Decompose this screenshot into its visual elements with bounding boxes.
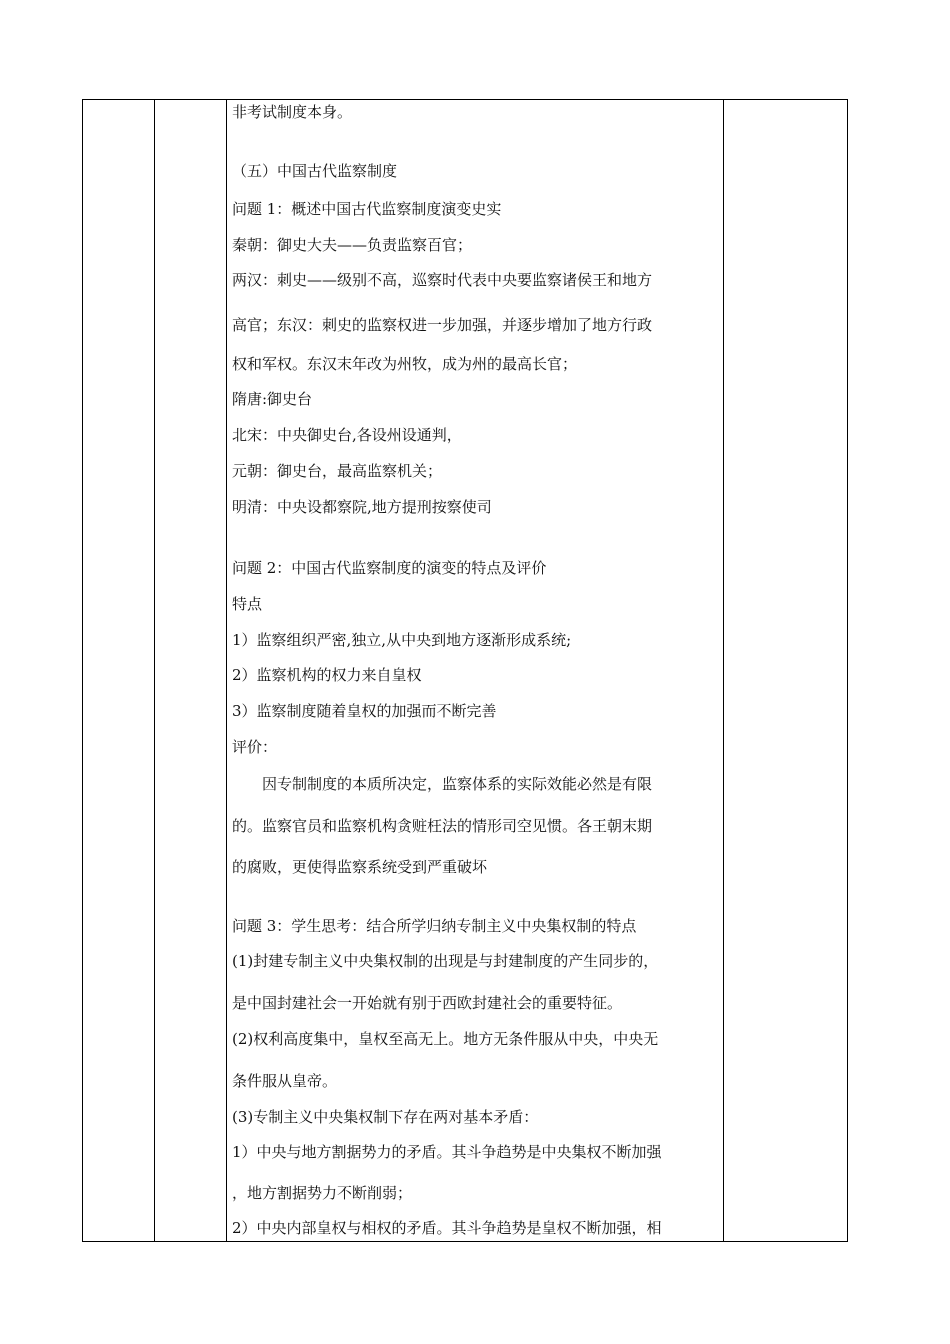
text-line: (2)权利高度集中，皇权至高无上。地方无条件服从中央，中央无 bbox=[232, 1030, 659, 1048]
text-line: 是中国封建社会一开始就有别于西欧封建社会的重要特征。 bbox=[232, 994, 623, 1012]
text-line: 评价： bbox=[232, 738, 278, 756]
text-line: 权和军权。东汉末年改为州牧，成为州的最高长官； bbox=[232, 355, 578, 373]
list-item: 1）中央与地方割据势力的矛盾。其斗争趋势是中央集权不断加强 bbox=[232, 1143, 662, 1161]
text-line: 的。监察官员和监察机构贪赃枉法的情形司空见惯。各王朝末期 bbox=[232, 817, 653, 835]
text-line: 北宋：中央御史台,各设州设通判， bbox=[232, 426, 462, 444]
list-item: 2）中央内部皇权与相权的矛盾。其斗争趋势是皇权不断加强，相 bbox=[232, 1219, 662, 1237]
question-heading: 问题 2：中国古代监察制度的演变的特点及评价 bbox=[232, 559, 547, 577]
text-line: 的腐败，更使得监察系统受到严重破坏 bbox=[232, 858, 488, 876]
text-line: ，地方割据势力不断削弱； bbox=[232, 1184, 413, 1202]
text-line: 条件服从皇帝。 bbox=[232, 1072, 338, 1090]
list-item: 1）监察组织严密,独立,从中央到地方逐渐形成系统; bbox=[232, 631, 572, 649]
text-line: (1)封建专制主义中央集权制的出现是与封建制度的产生同步的， bbox=[232, 952, 659, 970]
text-line: 秦朝：御史大夫——负责监察百官； bbox=[232, 236, 473, 254]
text-line: 隋唐:御史台 bbox=[232, 390, 313, 408]
text-line: 明清：中央设都察院,地方提刑按察使司 bbox=[232, 498, 492, 516]
column-divider bbox=[226, 100, 227, 1241]
text-line: 特点 bbox=[232, 595, 263, 613]
list-item: 3）监察制度随着皇权的加强而不断完善 bbox=[232, 702, 497, 720]
section-heading: （五）中国古代监察制度 bbox=[232, 162, 398, 180]
list-item: 2）监察机构的权力来自皇权 bbox=[232, 666, 422, 684]
text-line: 非考试制度本身。 bbox=[232, 103, 353, 121]
text-line: 两汉：刺史——级别不高，巡察时代表中央要监察诸侯王和地方 bbox=[232, 271, 653, 289]
question-heading: 问题 3：学生思考：结合所学归纳专制主义中央集权制的特点 bbox=[232, 917, 637, 935]
question-heading: 问题 1：概述中国古代监察制度演变史实 bbox=[232, 200, 502, 218]
column-divider bbox=[723, 100, 724, 1241]
text-line: 高官；东汉：刺史的监察权进一步加强，并逐步增加了地方行政 bbox=[232, 316, 653, 334]
text-line: 元朝：御史台，最高监察机关； bbox=[232, 462, 443, 480]
column-divider bbox=[154, 100, 155, 1241]
text-line: (3)专制主义中央集权制下存在两对基本矛盾： bbox=[232, 1108, 539, 1126]
text-line: 因专制制度的本质所决定，监察体系的实际效能必然是有限 bbox=[262, 775, 653, 793]
